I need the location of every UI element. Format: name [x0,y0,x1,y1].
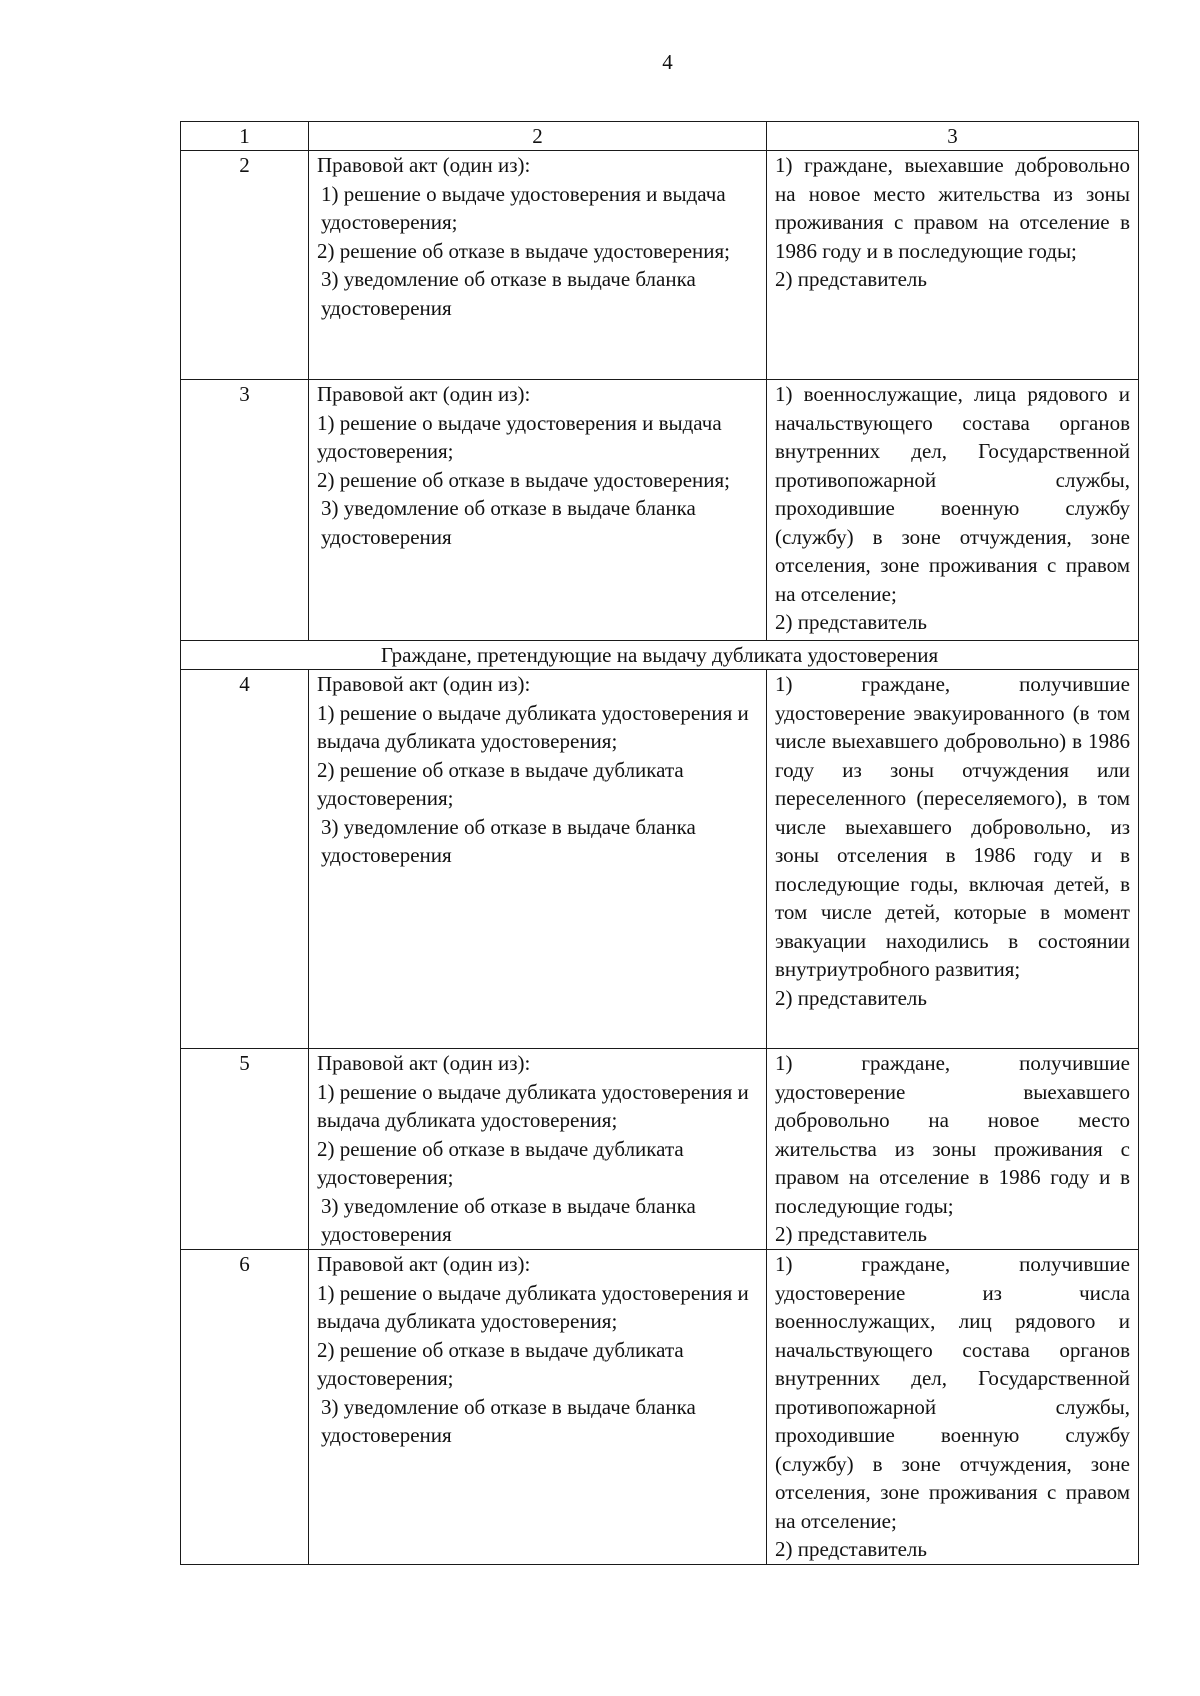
table-header-row [181,122,1139,151]
legal-act-cell [309,1250,767,1565]
page-number: 4 [662,50,673,74]
legal-act-option: 3) уведомление об отказе в выдаче бланка удостоверения [321,496,696,549]
applicant-category: 2) представитель [775,1537,927,1561]
legal-act-option: 2) решение об отказе в выдаче удостоверения; [317,467,731,492]
table-row [181,380,1139,641]
applicant-category: 1) военнослужащие, лица рядового и начальствующего состава органов внутренних дел, Государственной противопожарной службы, проходившие военную службу (службу) в зоне отчуждения, зоне отселения, зоне проживания с правом на отселение; [775,382,1130,606]
applicant-category: 2) представитель [775,1222,927,1246]
legal-act-option: 1) решение о выдаче дубликата удостоверения и выдача дубликата удостоверения; [317,1280,749,1333]
legal-act-option: 2) решение об отказе в выдаче дубликата удостоверения; [317,757,684,810]
legal-act-heading: Правовой акт (один из): [317,153,531,177]
applicants-cell [767,670,1139,1049]
column-header-3: 3 [767,122,1139,151]
legal-act-option: 2) решение об отказе в выдаче дубликата удостоверения; [317,1337,684,1390]
table-row [181,1250,1139,1565]
applicants-cell [767,1250,1139,1565]
applicant-category: 1) граждане, получившие удостоверение из числа военнослужащих, лиц рядового и начальствующего состава органов внутренних дел, Государственной противопожарной службы, проходившие военную службу (службу) в зоне отчуждения, зоне отселения, зоне проживания с правом на отселение; [775,1252,1130,1533]
row-number: 6 [181,1250,309,1565]
row-number: 2 [181,151,309,380]
legal-act-option: 2) решение об отказе в выдаче удостоверения; [317,238,731,263]
legal-act-option: 1) решение о выдаче дубликата удостоверения и выдача дубликата удостоверения; [317,1079,749,1132]
column-header-1: 1 [181,122,309,151]
legal-act-cell [309,380,767,641]
services-table [180,121,1139,1565]
row-number: 4 [181,670,309,1049]
applicant-category: 1) граждане, выехавшие добровольно на новое место жительства из зоны проживания с правом на отселение в 1986 году и в последующие годы; [775,153,1130,263]
applicant-category: 2) представитель [775,985,927,1010]
applicant-category: 2) представитель [775,610,927,634]
legal-act-option: 3) уведомление об отказе в выдаче бланка удостоверения [321,267,696,320]
legal-act-heading: Правовой акт (один из): [317,1051,531,1075]
row-number: 3 [181,380,309,641]
section-row [181,641,1139,670]
legal-act-cell [309,1049,767,1250]
legal-act-heading: Правовой акт (один из): [317,1252,531,1276]
applicants-cell [767,1049,1139,1250]
applicants-cell [767,151,1139,380]
row-number: 5 [181,1049,309,1250]
table-row [181,670,1139,1049]
legal-act-heading: Правовой акт (один из): [317,382,531,406]
legal-act-option: 3) уведомление об отказе в выдаче бланка удостоверения [321,1193,696,1246]
legal-act-option: 1) решение о выдаче удостоверения и выдача удостоверения; [317,410,722,463]
section-title: Граждане, претендующие на выдачу дубликата удостоверения [181,641,1139,670]
column-header-2: 2 [309,122,767,151]
legal-act-option: 3) уведомление об отказе в выдаче бланка удостоверения [321,814,696,867]
legal-act-cell [309,670,767,1049]
table-row [181,1049,1139,1250]
applicants-cell [767,380,1139,641]
legal-act-heading: Правовой акт (один из): [317,672,531,696]
legal-act-option: 2) решение об отказе в выдаче дубликата удостоверения; [317,1136,684,1189]
legal-act-cell [309,151,767,380]
legal-act-option: 3) уведомление об отказе в выдаче бланка удостоверения [321,1394,696,1447]
legal-act-option: 1) решение о выдаче дубликата удостоверения и выдача дубликата удостоверения; [317,700,749,753]
applicant-category: 1) граждане, получившие удостоверение эвакуированного (в том числе выехавшего добровольно) в 1986 году из зоны отчуждения или переселенного (переселяемого), в том числе выехавшего добровольно, из зоны отселения в 1986 году и в последующие годы, включая детей, в том числе детей, которые в момент эвакуации находились в состоянии внутриутробного развития; [775,672,1130,981]
applicant-category: 2) представитель [775,267,927,291]
applicant-category: 1) граждане, получившие удостоверение выехавшего добровольно на новое место жительства из зоны проживания с правом на отселение в 1986 году и в последующие годы; [775,1051,1130,1218]
legal-act-option: 1) решение о выдаче удостоверения и выдача удостоверения; [321,181,726,234]
table-row [181,151,1139,380]
